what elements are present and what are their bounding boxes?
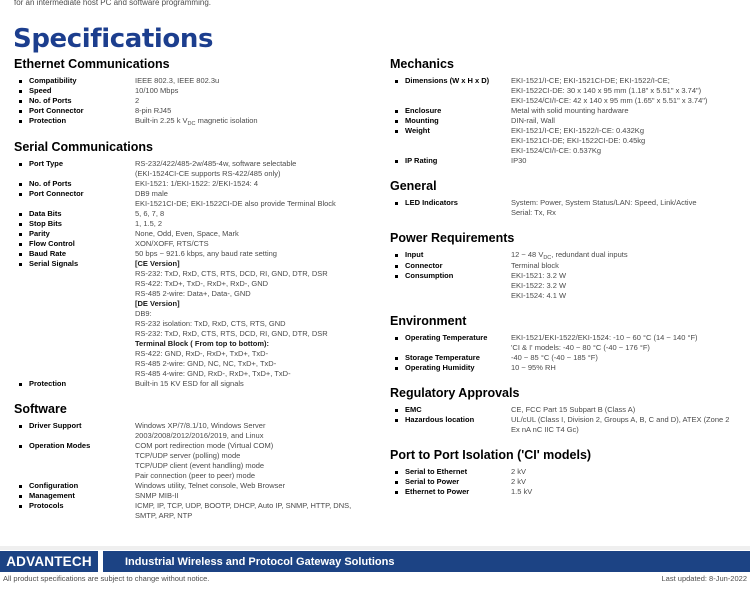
spec-section [14,57,368,127]
spec-value [135,159,368,179]
spec-value-line: RS-485 2-wire: GND, NC, NC, TxD+, TxD- [135,359,277,368]
spec-label-cell [390,261,511,271]
spec-value [511,106,742,116]
spec-label: Serial to Power [405,477,460,486]
value-text: Built-in 2.25 k V [135,116,188,125]
spec-row [14,379,368,389]
spec-row [390,271,742,301]
spec-label: Weight [405,126,430,135]
spec-label-cell [14,159,135,169]
spec-label: Consumption [405,271,454,280]
spec-value-line: EKI-1521/EKI-1522/EKI-1524: -10 ~ 60 °C (14 ~ 140 °F) [511,333,698,342]
spec-value-line: 1.5 kV [511,487,533,496]
spec-label-cell [390,156,511,166]
spec-label-cell [14,86,135,96]
bullet-square-icon [19,90,22,93]
spec-value-line: EKI-1521: 1/EKI-1522: 2/EKI-1524: 4 [135,179,258,188]
spec-label: Configuration [29,481,79,490]
value-text: 12 ~ 48 V [511,250,544,259]
spec-row [14,189,368,209]
spec-value-line: DIN-rail, Wall [511,116,555,125]
spec-value [135,491,368,501]
spec-label: Stop Bits [29,219,62,228]
spec-label-cell [390,405,511,415]
spec-section [390,231,742,301]
spec-row [14,106,368,116]
spec-value-line: XON/XOFF, RTS/CTS [135,239,209,248]
bullet-square-icon [19,223,22,226]
footer-divider [0,546,750,550]
spec-label: Protection [29,379,67,388]
spec-label: Mounting [405,116,439,125]
spec-value [135,379,368,389]
spec-value-line: 10 ~ 95% RH [511,363,556,372]
spec-value [135,116,368,127]
spec-row [390,261,742,271]
spec-value [511,76,742,106]
bullet-square-icon [19,80,22,83]
spec-value-line: IP30 [511,156,527,165]
spec-value-line: RS-232: TxD, RxD, CTS, RTS, DCD, RI, GND, DTR, DSR [135,269,328,278]
spec-value-line: Pair connection (peer to peer) mode [135,471,256,480]
spec-section [390,314,742,373]
value-text: , redundant dual inputs [551,250,628,259]
bullet-square-icon [395,409,398,412]
footer-notes [3,574,747,584]
spec-label: EMC [405,405,422,414]
spec-value-line: 2 kV [511,467,527,476]
spec-value-line: TCP/UDP server (polling) mode [135,451,241,460]
spec-label: Flow Control [29,239,75,248]
spec-row [390,363,742,373]
bullet-square-icon [19,213,22,216]
spec-label: Data Bits [29,209,62,218]
spec-label: Management [29,491,75,500]
spec-value-line: DB9 male [135,189,168,198]
spec-row [14,441,368,481]
spec-label: Port Type [29,159,64,168]
spec-label: Speed [29,86,52,95]
spec-row [14,116,368,127]
spec-value-line-bold: Terminal Block ( From top to bottom): [135,339,270,348]
spec-column-left [14,43,368,521]
spec-value-line: SNMP MIB-II [135,491,179,500]
footer-note-left: All product specifications are subject to change without notice. [3,574,210,583]
spec-value-line: None, Odd, Even, Space, Mark [135,229,239,238]
spec-label: Protocols [29,501,64,510]
bullet-square-icon [19,485,22,488]
bullet-square-icon [19,425,22,428]
spec-row [390,333,742,353]
spec-section [390,57,742,166]
spec-section [14,402,368,521]
spec-label-cell [14,441,135,451]
spec-label: Storage Temperature [405,353,480,362]
advantech-logo [0,551,98,572]
spec-value-line-bold: [CE Version] [135,259,180,268]
spec-row [14,229,368,239]
spec-value-line: UL/cUL (Class I, Division 2, Groups A, B, C and D), ATEX (Zone 2 [511,415,730,424]
spec-value [511,487,742,497]
subscript-text: DC [187,120,196,127]
spec-value-line: COM port redirection mode (Virtual COM) [135,441,274,450]
spec-value [511,271,742,301]
spec-row [14,86,368,96]
footer-bar [0,551,750,572]
spec-value-line: RS-232: TxD, RxD, CTS, RTS, DCD, RI, GND, DTR, DSR [135,329,328,338]
spec-label-cell [390,487,511,497]
spec-value-line: Windows XP/7/8.1/10, Windows Server [135,421,266,430]
spec-value [511,353,742,363]
spec-value-line: System: Power, System Status/LAN: Speed, Link/Active [511,198,697,207]
spec-section [390,448,742,497]
spec-value [511,415,742,435]
spec-value-line: 2 kV [511,477,527,486]
spec-label: Compatibility [29,76,77,85]
section-title: General [390,179,437,193]
spec-row [390,116,742,126]
bullet-square-icon [19,495,22,498]
spec-label: Ethernet to Power [405,487,470,496]
spec-value-line: EKI-1524/CI/I-CE: 0.537Kg [511,146,602,155]
spec-value [511,198,742,218]
subscript-text: DC [543,254,552,261]
spec-row [14,159,368,179]
spec-value-line: 5, 6, 7, 8 [135,209,165,218]
spec-label-cell [14,189,135,199]
bullet-square-icon [395,130,398,133]
bullet-square-icon [19,193,22,196]
spec-value-line: SMTP, ARP, NTP [135,511,193,520]
spec-value-line: 2003/2008/2012/2016/2019, and Linux [135,431,264,440]
section-title: Power Requirements [390,231,515,245]
spec-value-line: 2 [135,96,140,105]
bullet-square-icon [19,233,22,236]
bullet-square-icon [19,505,22,508]
spec-value [135,229,368,239]
spec-row [390,198,742,218]
spec-value [511,261,742,271]
spec-value-line [511,250,742,261]
spec-value-line: Windows utility, Telnet console, Web Browser [135,481,286,490]
spec-row [14,179,368,189]
spec-label-cell [390,467,511,477]
spec-row [14,76,368,86]
spec-label: Operating Humidity [405,363,475,372]
spec-row [390,467,742,477]
spec-label-cell [14,229,135,239]
spec-row [14,249,368,259]
spec-row [390,415,742,435]
spec-row [390,353,742,363]
spec-value-line: EKI-1524/CI/I-CE: 42 x 140 x 95 mm (1.65" x 5.51" x 3.74") [511,96,708,105]
bullet-square-icon [395,367,398,370]
bullet-square-icon [395,80,398,83]
spec-section [390,179,742,218]
spec-label-cell [390,353,511,363]
advantech-logo-text: ADVANTECH [6,553,92,570]
bullet-square-icon [19,110,22,113]
spec-value-line: EKI-1521/I-CE; EKI-1522/I-CE: 0.432Kg [511,126,644,135]
spec-value-line: EKI-1524: 4.1 W [511,291,567,300]
spec-value [135,249,368,259]
spec-row [390,250,742,261]
bullet-square-icon [19,120,22,123]
spec-row [14,219,368,229]
spec-value [135,421,368,441]
spec-value [511,250,742,261]
spec-label-cell [390,106,511,116]
spec-label: Port Connector [29,189,84,198]
section-title: Environment [390,314,467,328]
spec-value-line: EKI-1521CI-DE; EKI-1522CI-DE also provide Terminal Block [135,199,336,208]
spec-label-cell [14,421,135,431]
spec-value [135,441,368,481]
spec-value [135,501,368,521]
bullet-square-icon [395,110,398,113]
spec-label: LED Indicators [405,198,458,207]
spec-value-line: EKI-1521CI-DE; EKI-1522CI-DE: 0.45kg [511,136,646,145]
spec-value-line: RS-232/422/485-2w/485-4w, software selectable [135,159,297,168]
spec-value-line: EKI-1521: 3.2 W [511,271,567,280]
spec-label-cell [14,219,135,229]
bullet-square-icon [395,265,398,268]
bullet-square-icon [19,243,22,246]
spec-value-line: 'CI & I' models: -40 ~ 80 °C (-40 ~ 176 °F) [511,343,650,352]
spec-row [390,487,742,497]
spec-value [511,126,742,156]
spec-value-line: Serial: Tx, Rx [511,208,556,217]
spec-row [14,259,368,379]
spec-label: No. of Ports [29,96,72,105]
spec-row [390,156,742,166]
spec-value [135,86,368,96]
bullet-square-icon [395,491,398,494]
spec-value-line: Terminal block [511,261,559,270]
spec-value-line: EKI-1522CI-DE: 30 x 140 x 95 mm (1.18" x 5.51" x 3.74") [511,86,702,95]
spec-label: IP Rating [405,156,438,165]
bullet-square-icon [395,202,398,205]
spec-row [390,477,742,487]
spec-value-line: (EKI-1524CI-CE supports RS-422/485 only) [135,169,281,178]
bullet-square-icon [19,263,22,266]
bullet-square-icon [19,253,22,256]
spec-label-cell [14,259,135,269]
spec-label-cell [390,76,511,86]
footer-bar-title-area [103,551,750,572]
spec-label-cell [14,209,135,219]
spec-value-line: Ex nA nC IIC T4 Gc) [511,425,579,434]
spec-label-cell [390,198,511,208]
spec-value [511,156,742,166]
spec-value [511,405,742,415]
spec-label-cell [14,239,135,249]
spec-value [511,477,742,487]
spec-value-line: IEEE 802.3, IEEE 802.3u [135,76,220,85]
spec-column-right [390,43,742,497]
spec-value-line: EKI-1522: 3.2 W [511,281,567,290]
spec-row [14,96,368,106]
spec-value-line: TCP/UDP client (event handling) mode [135,461,265,470]
spec-value-line: 50 bps ~ 921.6 kbps, any baud rate setting [135,249,277,258]
spec-label-cell [390,250,511,260]
spec-label: Driver Support [29,421,82,430]
spec-label: Parity [29,229,50,238]
spec-label-cell [14,379,135,389]
spec-value-line: ICMP, IP, TCP, UDP, BOOTP, DHCP, Auto IP, SNMP, HTTP, DNS, [135,501,352,510]
spec-label-cell [14,249,135,259]
spec-label-cell [390,415,511,425]
spec-value [135,189,368,209]
spec-value [511,116,742,126]
bullet-square-icon [395,419,398,422]
spec-label: Connector [405,261,443,270]
spec-label-cell [14,106,135,116]
spec-label: Port Connector [29,106,84,115]
section-title: Ethernet Communications [14,57,170,71]
page-title: Specifications [13,24,214,54]
spec-value [135,239,368,249]
spec-label-cell [14,179,135,189]
footer-note-right: Last updated: 8-Jun-2022 [661,574,747,583]
spec-label-cell [390,271,511,281]
spec-value-line: CE, FCC Part 15 Subpart B (Class A) [511,405,636,414]
spec-label: Operating Temperature [405,333,488,342]
spec-label-cell [14,96,135,106]
spec-value [135,96,368,106]
spec-columns [14,43,742,521]
spec-value-line: RS-485 2-wire: Data+, Data-, GND [135,289,251,298]
spec-value-line-bold: [DE Version] [135,299,180,308]
bullet-square-icon [395,337,398,340]
spec-value-line: RS-485 4-wire: GND, RxD-, RxD+, TxD+, TxD- [135,369,291,378]
spec-value-line: RS-422: GND, RxD-, RxD+, TxD+, TxD- [135,349,269,358]
spec-label-cell [390,126,511,136]
bullet-square-icon [19,383,22,386]
spec-value [135,76,368,86]
intro-paragraph-tail: for an intermediate host PC and software programming. [14,0,211,7]
spec-value [135,106,368,116]
spec-value-line: RS-422: TxD+, TxD-, RxD+, RxD-, GND [135,279,269,288]
spec-label-cell [14,501,135,511]
spec-label-cell [14,491,135,501]
spec-label: Enclosure [405,106,442,115]
bullet-square-icon [395,254,398,257]
spec-label: Input [405,250,424,259]
spec-row [14,239,368,249]
bullet-square-icon [395,160,398,163]
spec-value [135,219,368,229]
spec-value-line: Metal with solid mounting hardware [511,106,629,115]
section-title: Regulatory Approvals [390,386,520,400]
value-text: magnetic isolation [195,116,258,125]
spec-value-line: DB9: [135,309,152,318]
spec-value-line: 1, 1.5, 2 [135,219,163,228]
spec-value [135,179,368,189]
spec-label: Hazardous location [405,415,475,424]
spec-label: Serial to Ethernet [405,467,468,476]
spec-row [14,209,368,219]
bullet-square-icon [19,183,22,186]
spec-row [390,106,742,116]
spec-value [135,259,368,379]
spec-value [135,481,368,491]
spec-value-line [135,116,368,127]
bullet-square-icon [395,471,398,474]
spec-label: Dimensions (W x H x D) [405,76,490,85]
spec-section [390,386,742,435]
bullet-square-icon [395,357,398,360]
spec-label: Protection [29,116,67,125]
spec-value-line: 8-pin RJ45 [135,106,172,115]
spec-row [14,491,368,501]
spec-label-cell [390,333,511,343]
section-title: Serial Communications [14,140,153,154]
spec-value-line: 10/100 Mbps [135,86,179,95]
bullet-square-icon [395,481,398,484]
spec-label-cell [14,116,135,126]
footer-bar-title: Industrial Wireless and Protocol Gateway Solutions [125,555,395,568]
spec-value [511,333,742,353]
spec-value-line: RS-232 isolation: TxD, RxD, CTS, RTS, GND [135,319,286,328]
spec-value-line: -40 ~ 85 °C (-40 ~ 185 °F) [511,353,598,362]
spec-row [390,126,742,156]
bullet-square-icon [395,120,398,123]
spec-label-cell [14,76,135,86]
section-title: Port to Port Isolation ('CI' models) [390,448,592,462]
spec-label-cell [390,363,511,373]
spec-label-cell [390,116,511,126]
spec-row [390,405,742,415]
spec-label-cell [390,477,511,487]
section-title: Software [14,402,67,416]
spec-section [14,140,368,389]
section-title: Mechanics [390,57,454,71]
spec-label: Serial Signals [29,259,79,268]
spec-row [14,481,368,491]
spec-row [390,76,742,106]
spec-label: No. of Ports [29,179,72,188]
bullet-square-icon [19,100,22,103]
bullet-square-icon [19,445,22,448]
spec-value-line: EKI-1521/I-CE; EKI-1521CI-DE; EKI-1522/I-CE; [511,76,670,85]
spec-value [511,363,742,373]
spec-value [135,209,368,219]
spec-label: Baud Rate [29,249,67,258]
spec-row [14,501,368,521]
spec-value [511,467,742,477]
spec-value-line: Built-in 15 KV ESD for all signals [135,379,244,388]
spec-row [14,421,368,441]
spec-label: Operation Modes [29,441,91,450]
bullet-square-icon [395,275,398,278]
bullet-square-icon [19,163,22,166]
spec-label-cell [14,481,135,491]
